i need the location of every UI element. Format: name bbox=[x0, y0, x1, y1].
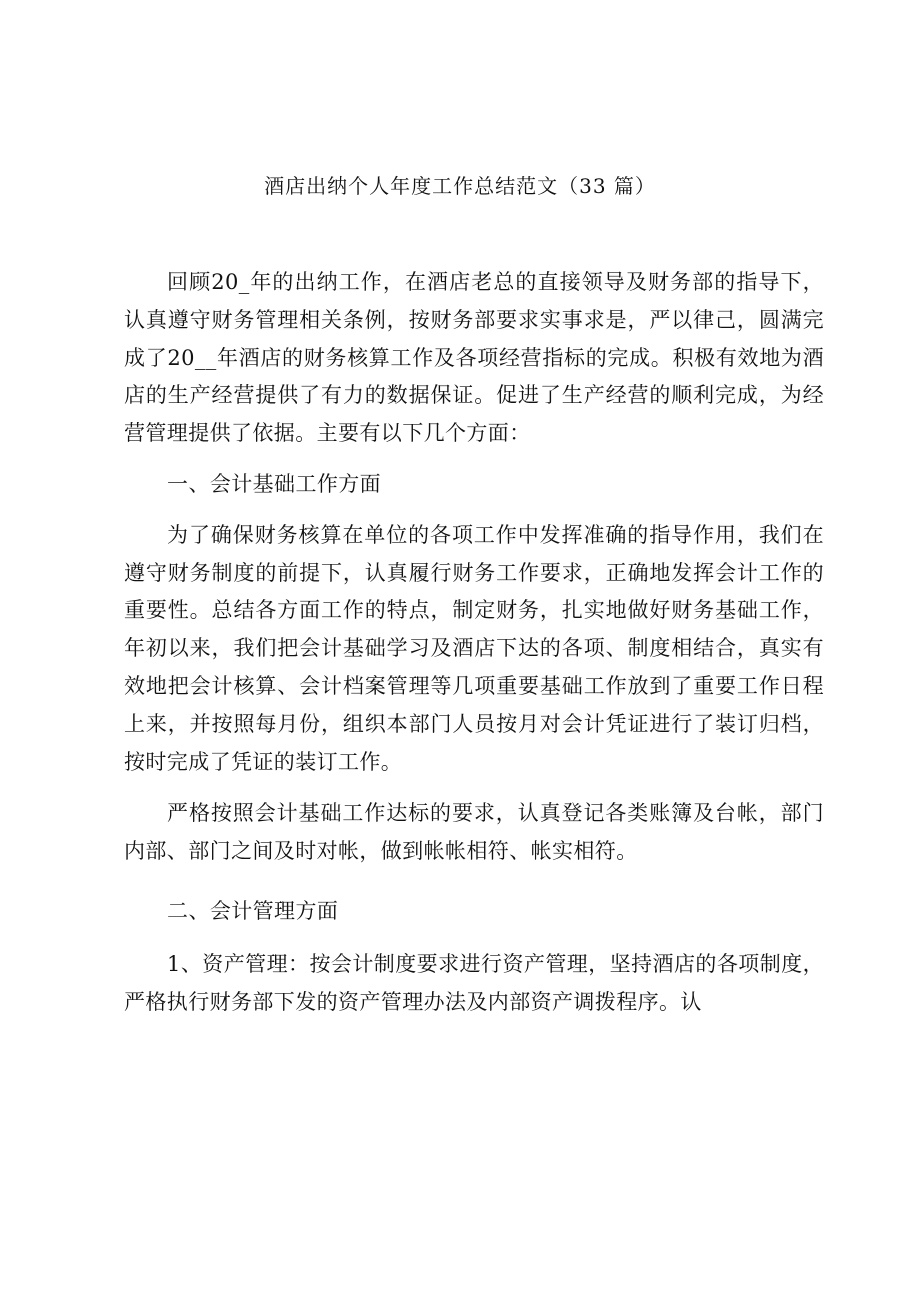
section-heading-accounting-management: 二、会计管理方面 bbox=[167, 898, 339, 923]
section-heading-accounting-basics: 一、会计基础工作方面 bbox=[167, 471, 382, 496]
document-title: 酒店出纳个人年度工作总结范文（33 篇） bbox=[264, 174, 656, 198]
paragraph-asset-management: 1、资产管理：按会计制度要求进行资产管理，坚持酒店的各项制度，严格执行财务部下发的资产管理办法及内部资产调拨程序。认 bbox=[124, 951, 824, 1014]
document-body bbox=[124, 264, 824, 1021]
paragraph-intro: 回顾20_年的出纳工作，在酒店老总的直接领导及财务部的指导下，认真遵守财务管理相关条例，按财务部要求实事求是，严以律己，圆满完成了20__年酒店的财务核算工作及各项经营指标的完成。积极有效地为酒店的生产经营提供了有力的数据保证。促进了生产经营的顺利完成，为经营管理提供了依据。主要有以下几个方面： bbox=[124, 270, 824, 446]
paragraph-accounting-basics: 为了确保财务核算在单位的各项工作中发挥准确的指导作用，我们在遵守财务制度的前提下，认真履行财务工作要求，正确地发挥会计工作的重要性。总结各方面工作的特点，制定财务，扎实地做好财务基础工作，年初以来，我们把会计基础学习及酒店下达的各项、制度相结合，真实有效地把会计核算、会计档案管理等几项重要基础工作放到了重要工作日程上来，并按照每月份，组织本部门人员按月对会计凭证进行了装订归档，按时完成了凭证的装订工作。 bbox=[124, 522, 824, 774]
paragraph-ledger-requirements: 严格按照会计基础工作达标的要求，认真登记各类账簿及台帐，部门内部、部门之间及时对帐，做到帐帐相符、帐实相符。 bbox=[124, 801, 824, 864]
